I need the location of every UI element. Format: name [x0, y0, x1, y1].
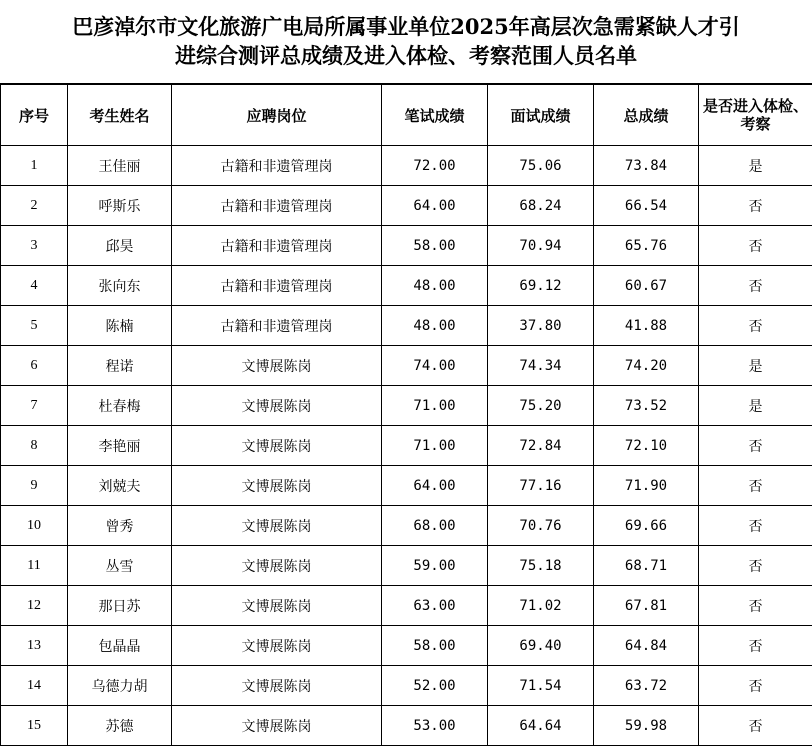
cell-pass[interactable]: 否: [699, 706, 812, 746]
cell-interview-score[interactable]: 64.64: [488, 706, 594, 746]
title-line-2: 进综合测评总成绩及进入体检、考察范围人员名单: [175, 43, 637, 68]
cell-total-score[interactable]: 73.52: [594, 386, 699, 426]
header-name[interactable]: 考生姓名: [68, 85, 172, 146]
cell-pass[interactable]: 否: [699, 226, 812, 266]
cell-index[interactable]: 10: [1, 506, 68, 546]
cell-index[interactable]: 5: [1, 306, 68, 346]
cell-total-score[interactable]: 67.81: [594, 586, 699, 626]
cell-pass[interactable]: 否: [699, 266, 812, 306]
cell-index[interactable]: 9: [1, 466, 68, 506]
cell-written-score[interactable]: 72.00: [382, 146, 488, 186]
table-row: [1, 226, 812, 266]
cell-interview-score[interactable]: 70.76: [488, 506, 594, 546]
cell-index[interactable]: 7: [1, 386, 68, 426]
cell-pass[interactable]: 否: [699, 506, 812, 546]
cell-name[interactable]: 李艳丽: [68, 426, 172, 466]
cell-written-score[interactable]: 58.00: [382, 626, 488, 666]
cell-written-score[interactable]: 71.00: [382, 426, 488, 466]
cell-interview-score[interactable]: 68.24: [488, 186, 594, 226]
cell-pass[interactable]: 是: [699, 386, 812, 426]
cell-name[interactable]: 那日苏: [68, 586, 172, 626]
header-written-score[interactable]: 笔试成绩: [382, 85, 488, 146]
table-row: [1, 266, 812, 306]
table-row: [1, 186, 812, 226]
cell-pass[interactable]: 否: [699, 306, 812, 346]
table-row: [1, 426, 812, 466]
cell-interview-score[interactable]: 77.16: [488, 466, 594, 506]
cell-position[interactable]: 文博展陈岗: [172, 706, 382, 746]
cell-written-score[interactable]: 48.00: [382, 266, 488, 306]
cell-interview-score[interactable]: 71.02: [488, 586, 594, 626]
cell-position[interactable]: 文博展陈岗: [172, 426, 382, 466]
cell-written-score[interactable]: 71.00: [382, 386, 488, 426]
cell-total-score[interactable]: 66.54: [594, 186, 699, 226]
cell-total-score[interactable]: 74.20: [594, 346, 699, 386]
cell-written-score[interactable]: 48.00: [382, 306, 488, 346]
cell-index[interactable]: 14: [1, 666, 68, 706]
cell-position[interactable]: 古籍和非遗管理岗: [172, 306, 382, 346]
cell-position[interactable]: 古籍和非遗管理岗: [172, 146, 382, 186]
cell-interview-score[interactable]: 75.18: [488, 546, 594, 586]
table-row: [1, 506, 812, 546]
cell-pass[interactable]: 否: [699, 626, 812, 666]
header-pass[interactable]: 是否进入体检、考察: [699, 85, 812, 146]
table-row: [1, 466, 812, 506]
cell-name[interactable]: 曾秀: [68, 506, 172, 546]
cell-name[interactable]: 苏德: [68, 706, 172, 746]
table-row: [1, 306, 812, 346]
results-table: [0, 84, 812, 746]
cell-position[interactable]: 古籍和非遗管理岗: [172, 226, 382, 266]
cell-interview-score[interactable]: 70.94: [488, 226, 594, 266]
cell-position[interactable]: 文博展陈岗: [172, 506, 382, 546]
cell-interview-score[interactable]: 69.40: [488, 626, 594, 666]
cell-total-score[interactable]: 69.66: [594, 506, 699, 546]
cell-written-score[interactable]: 58.00: [382, 226, 488, 266]
table-row: [1, 386, 812, 426]
header-row: [1, 85, 812, 146]
cell-position[interactable]: 文博展陈岗: [172, 546, 382, 586]
cell-interview-score[interactable]: 72.84: [488, 426, 594, 466]
cell-interview-score[interactable]: 71.54: [488, 666, 594, 706]
cell-name[interactable]: 丛雪: [68, 546, 172, 586]
cell-name[interactable]: 程诺: [68, 346, 172, 386]
header-interview-score[interactable]: 面试成绩: [488, 85, 594, 146]
header-total-score[interactable]: 总成绩: [594, 85, 699, 146]
table-row: [1, 706, 812, 746]
cell-index[interactable]: 15: [1, 706, 68, 746]
cell-position[interactable]: 古籍和非遗管理岗: [172, 266, 382, 306]
table-row: [1, 146, 812, 186]
cell-pass[interactable]: 否: [699, 466, 812, 506]
cell-position[interactable]: 文博展陈岗: [172, 466, 382, 506]
cell-pass[interactable]: 是: [699, 346, 812, 386]
cell-pass[interactable]: 否: [699, 666, 812, 706]
cell-index[interactable]: 1: [1, 146, 68, 186]
cell-total-score[interactable]: 73.84: [594, 146, 699, 186]
cell-written-score[interactable]: 52.00: [382, 666, 488, 706]
cell-index[interactable]: 4: [1, 266, 68, 306]
cell-total-score[interactable]: 64.84: [594, 626, 699, 666]
cell-written-score[interactable]: 68.00: [382, 506, 488, 546]
cell-position[interactable]: 文博展陈岗: [172, 386, 382, 426]
document-title: [0, 0, 812, 84]
cell-total-score[interactable]: 41.88: [594, 306, 699, 346]
cell-index[interactable]: 11: [1, 546, 68, 586]
cell-name[interactable]: 邱昊: [68, 226, 172, 266]
cell-index[interactable]: 8: [1, 426, 68, 466]
cell-interview-score[interactable]: 75.06: [488, 146, 594, 186]
cell-interview-score[interactable]: 69.12: [488, 266, 594, 306]
cell-total-score[interactable]: 65.76: [594, 226, 699, 266]
cell-interview-score[interactable]: 74.34: [488, 346, 594, 386]
table-row: [1, 626, 812, 666]
cell-name[interactable]: 呼斯乐: [68, 186, 172, 226]
header-position[interactable]: 应聘岗位: [172, 85, 382, 146]
cell-position[interactable]: 文博展陈岗: [172, 666, 382, 706]
cell-pass[interactable]: 否: [699, 546, 812, 586]
cell-position[interactable]: 文博展陈岗: [172, 626, 382, 666]
cell-pass[interactable]: 是: [699, 146, 812, 186]
cell-name[interactable]: 张向东: [68, 266, 172, 306]
cell-name[interactable]: 包晶晶: [68, 626, 172, 666]
cell-total-score[interactable]: 72.10: [594, 426, 699, 466]
cell-name[interactable]: 乌德力胡: [68, 666, 172, 706]
cell-total-score[interactable]: 59.98: [594, 706, 699, 746]
cell-index[interactable]: 13: [1, 626, 68, 666]
cell-total-score[interactable]: 71.90: [594, 466, 699, 506]
cell-position[interactable]: 古籍和非遗管理岗: [172, 186, 382, 226]
table-row: [1, 546, 812, 586]
cell-total-score[interactable]: 60.67: [594, 266, 699, 306]
title-line-1: 巴彦淖尔市文化旅游广电局所属事业单位2025年高层次急需紧缺人才引: [72, 14, 740, 39]
cell-index[interactable]: 3: [1, 226, 68, 266]
table-row: [1, 346, 812, 386]
cell-index[interactable]: 12: [1, 586, 68, 626]
cell-position[interactable]: 文博展陈岗: [172, 346, 382, 386]
cell-total-score[interactable]: 68.71: [594, 546, 699, 586]
cell-interview-score[interactable]: 75.20: [488, 386, 594, 426]
table-row: [1, 586, 812, 626]
header-index[interactable]: 序号: [1, 85, 68, 146]
cell-written-score[interactable]: 74.00: [382, 346, 488, 386]
cell-name[interactable]: 刘兢夫: [68, 466, 172, 506]
cell-name[interactable]: 王佳丽: [68, 146, 172, 186]
cell-written-score[interactable]: 53.00: [382, 706, 488, 746]
cell-pass[interactable]: 否: [699, 186, 812, 226]
cell-name[interactable]: 陈楠: [68, 306, 172, 346]
cell-interview-score[interactable]: 37.80: [488, 306, 594, 346]
cell-index[interactable]: 6: [1, 346, 68, 386]
cell-index[interactable]: 2: [1, 186, 68, 226]
cell-written-score[interactable]: 59.00: [382, 546, 488, 586]
table-row: [1, 666, 812, 706]
cell-position[interactable]: 文博展陈岗: [172, 586, 382, 626]
cell-pass[interactable]: 否: [699, 586, 812, 626]
cell-written-score[interactable]: 63.00: [382, 586, 488, 626]
cell-total-score[interactable]: 63.72: [594, 666, 699, 706]
cell-written-score[interactable]: 64.00: [382, 466, 488, 506]
cell-written-score[interactable]: 64.00: [382, 186, 488, 226]
cell-pass[interactable]: 否: [699, 426, 812, 466]
cell-name[interactable]: 杜春梅: [68, 386, 172, 426]
